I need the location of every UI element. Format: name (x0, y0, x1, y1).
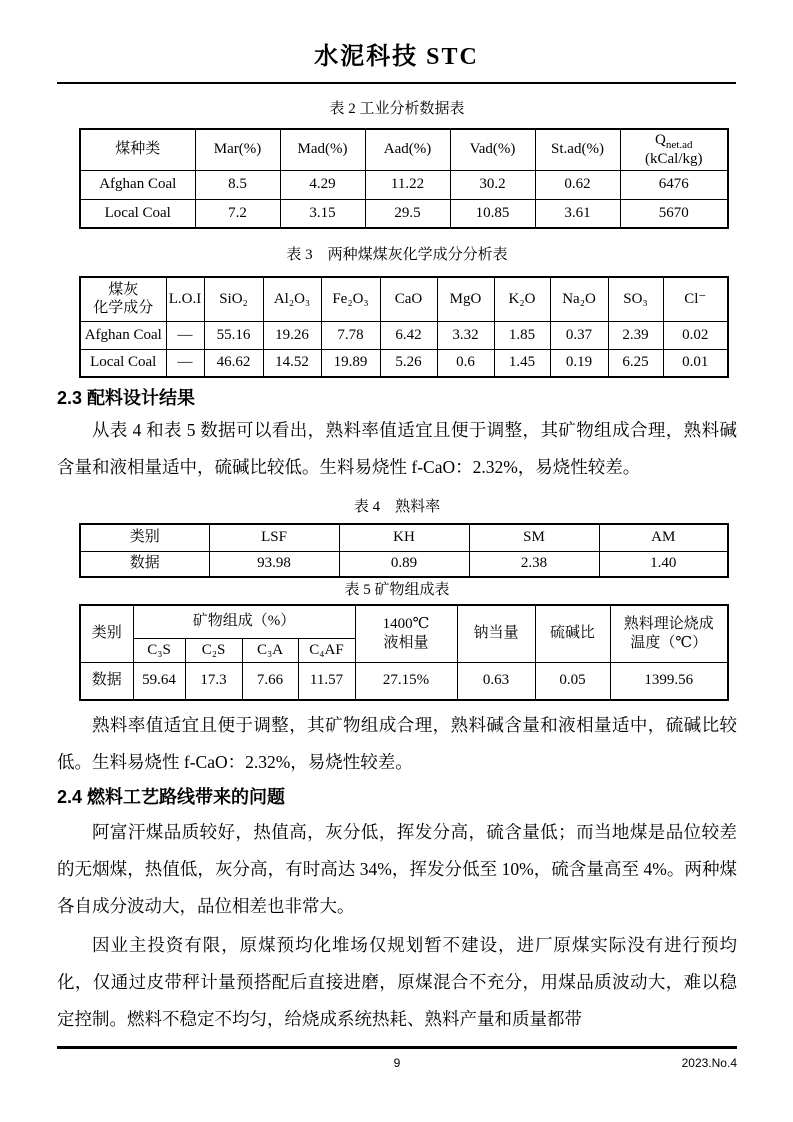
header-cell: CaO (380, 277, 437, 321)
table-row (80, 199, 728, 228)
header-cell-na-equivalent: 钠当量 (457, 605, 535, 662)
cell: 1.40 (599, 551, 728, 577)
cell: 59.64 (133, 662, 185, 700)
cell: 11.57 (298, 662, 355, 700)
row-label: Local Coal (80, 199, 195, 228)
row-label: Afghan Coal (80, 321, 166, 349)
header-cell: L.O.I (166, 277, 204, 321)
section-2-3-paragraph: 从表 4 和表 5 数据可以看出，熟料率值适宜且便于调整，其矿物组成合理，熟料碱含量和液相量适中，硫碱比较低。生料易烧性 f-CaO：2.32%，易烧性较差。 (57, 420, 737, 477)
header-cell: C₃A (242, 638, 298, 662)
section-2-4-paragraph-2: 因业主投资有限，原煤预均化堆场仅规划暂不建设，进厂原煤实际没有进行预均化，仅通过皮带秤计量预搭配后直接进磨，原煤混合不充分，用煤品质波动大，难以稳定控制。燃料不稳定不均匀，给烧成系统热耗、熟料产量和质量都带 (57, 935, 737, 1029)
temp-line2: 温度（℃） (630, 634, 708, 651)
row-label: Local Coal (80, 349, 166, 377)
table-row (80, 349, 728, 377)
cell: 0.6 (437, 349, 494, 377)
table-row (80, 170, 728, 199)
header-cell-burn-temp (610, 605, 728, 662)
table5-caption: 表 5 矿物组成表 (344, 582, 450, 598)
header-cell: KH (339, 524, 469, 551)
header-cell: SiO₂ (204, 277, 263, 321)
page-content (0, 100, 793, 1038)
cell: 11.22 (365, 170, 450, 199)
header-cell: MgO (437, 277, 494, 321)
header-cell: Mar(%) (195, 129, 280, 170)
header-cell: Vad(%) (450, 129, 535, 170)
cell: — (166, 349, 204, 377)
header-cell: Fe₂O₃ (321, 277, 380, 321)
table-group-header-row (80, 605, 728, 638)
temp-line1: 熟料理论烧成 (623, 616, 714, 632)
header-cell: Na₂O (550, 277, 608, 321)
cell: 1399.56 (610, 662, 728, 700)
cell: 2.38 (469, 551, 599, 577)
cell: 10.85 (450, 199, 535, 228)
cell: 55.16 (204, 321, 263, 349)
after-table5-paragraph: 熟料率值适宜且便于调整，其矿物组成合理，熟料碱含量和液相量适中，硫碱比较低。生料易烧性 f-CaO：2.32%，易烧性较差。 (57, 715, 737, 772)
header-cell: St.ad(%) (535, 129, 620, 170)
liquid-line2: 液相量 (383, 634, 429, 651)
section-2-3-heading: 2.3 配料设计结果 (57, 388, 196, 408)
header-cell: C₂S (185, 638, 242, 662)
cell: 2.39 (608, 321, 663, 349)
header-cell: SM (469, 524, 599, 551)
cell: 4.29 (280, 170, 365, 199)
q-subscript: net.ad (665, 139, 693, 151)
q-unit: (kCal/kg) (645, 150, 703, 167)
cell: — (166, 321, 204, 349)
table3-ash-chemistry (79, 276, 729, 378)
cell: 0.01 (663, 349, 728, 377)
page-footer (57, 1056, 737, 1074)
cell: 7.66 (242, 662, 298, 700)
cell: 1.45 (494, 349, 550, 377)
cell: 0.62 (535, 170, 620, 199)
cell: 0.05 (535, 662, 610, 700)
table-row (80, 321, 728, 349)
table5-mineral-composition (79, 604, 729, 701)
header-cell: 煤种类 (80, 129, 195, 170)
header-cell: LSF (209, 524, 339, 551)
table3-caption: 表 3 两种煤煤灰化学成分分析表 (286, 247, 508, 263)
cell: 3.15 (280, 199, 365, 228)
q-symbol: Q (655, 132, 666, 148)
issue-number: 2023.No.4 (681, 1056, 737, 1070)
cell: 6.42 (380, 321, 437, 349)
cell: 93.98 (209, 551, 339, 577)
cell: 30.2 (450, 170, 535, 199)
header-cell-category: 类别 (80, 605, 133, 662)
header-rule (57, 82, 736, 84)
header-cell-qnet (620, 129, 728, 170)
table-header-row (80, 129, 728, 170)
row-label: 数据 (80, 551, 209, 577)
cell: 17.3 (185, 662, 242, 700)
cell: 5.26 (380, 349, 437, 377)
cell: 3.61 (535, 199, 620, 228)
header-cell: K₂O (494, 277, 550, 321)
liquid-line1: 1400℃ (382, 616, 430, 632)
row-label: 数据 (80, 662, 133, 700)
table-header-row (80, 277, 728, 321)
cell: 29.5 (365, 199, 450, 228)
section-2-4-paragraph-1: 阿富汗煤品质较好，热值高，灰分低，挥发分高，硫含量低；而当地煤是品位较差的无烟煤，热值低，灰分高，有时高达 34%，挥发分低至 10%，硫含量高至 4%。两种煤各自成分波动大，品位相差也非常大。 (57, 822, 737, 916)
header-cell-mineral-group: 矿物组成（%） (133, 605, 355, 638)
cell: 0.63 (457, 662, 535, 700)
cell: 0.02 (663, 321, 728, 349)
header-cell: SO₃ (608, 277, 663, 321)
table-row (80, 662, 728, 700)
cell: 19.89 (321, 349, 380, 377)
header-cell: C₃S (133, 638, 185, 662)
header-cell: Mad(%) (280, 129, 365, 170)
ash-label-line2: 化学成分 (93, 300, 154, 317)
cell: 0.37 (550, 321, 608, 349)
header-cell: Cl⁻ (663, 277, 728, 321)
cell: 6476 (620, 170, 728, 199)
ash-label-line1: 煤灰 (108, 281, 139, 298)
table-header-row (80, 524, 728, 551)
cell: 6.25 (608, 349, 663, 377)
header-cell: Al₂O₃ (263, 277, 321, 321)
header-cell-liquid (355, 605, 457, 662)
cell: 5670 (620, 199, 728, 228)
table2-industrial-analysis (79, 128, 729, 229)
cell: 7.2 (195, 199, 280, 228)
table4-caption: 表 4 熟料率 (353, 499, 441, 515)
cell: 3.32 (437, 321, 494, 349)
header-cell-ash (80, 277, 166, 321)
header-cell: 类别 (80, 524, 209, 551)
section-2-4-heading: 2.4 燃料工艺路线带来的问题 (57, 787, 286, 807)
row-label: Afghan Coal (80, 170, 195, 199)
header-cell: C₄AF (298, 638, 355, 662)
cell: 14.52 (263, 349, 321, 377)
table-row (80, 551, 728, 577)
header-cell: Aad(%) (365, 129, 450, 170)
cell: 1.85 (494, 321, 550, 349)
cell: 27.15% (355, 662, 457, 700)
cell: 19.26 (263, 321, 321, 349)
cell: 8.5 (195, 170, 280, 199)
table2-caption: 表 2 工业分析数据表 (329, 101, 465, 117)
page-number: 9 (393, 1056, 401, 1070)
footer-rule (57, 1046, 737, 1049)
cell: 0.89 (339, 551, 469, 577)
header-cell-sulfur-alkali: 硫碱比 (535, 605, 610, 662)
cell: 7.78 (321, 321, 380, 349)
journal-title: 水泥科技 STC (314, 44, 479, 70)
cell: 46.62 (204, 349, 263, 377)
cell: 0.19 (550, 349, 608, 377)
header-cell: AM (599, 524, 728, 551)
table4-clinker-moduli (79, 523, 729, 578)
